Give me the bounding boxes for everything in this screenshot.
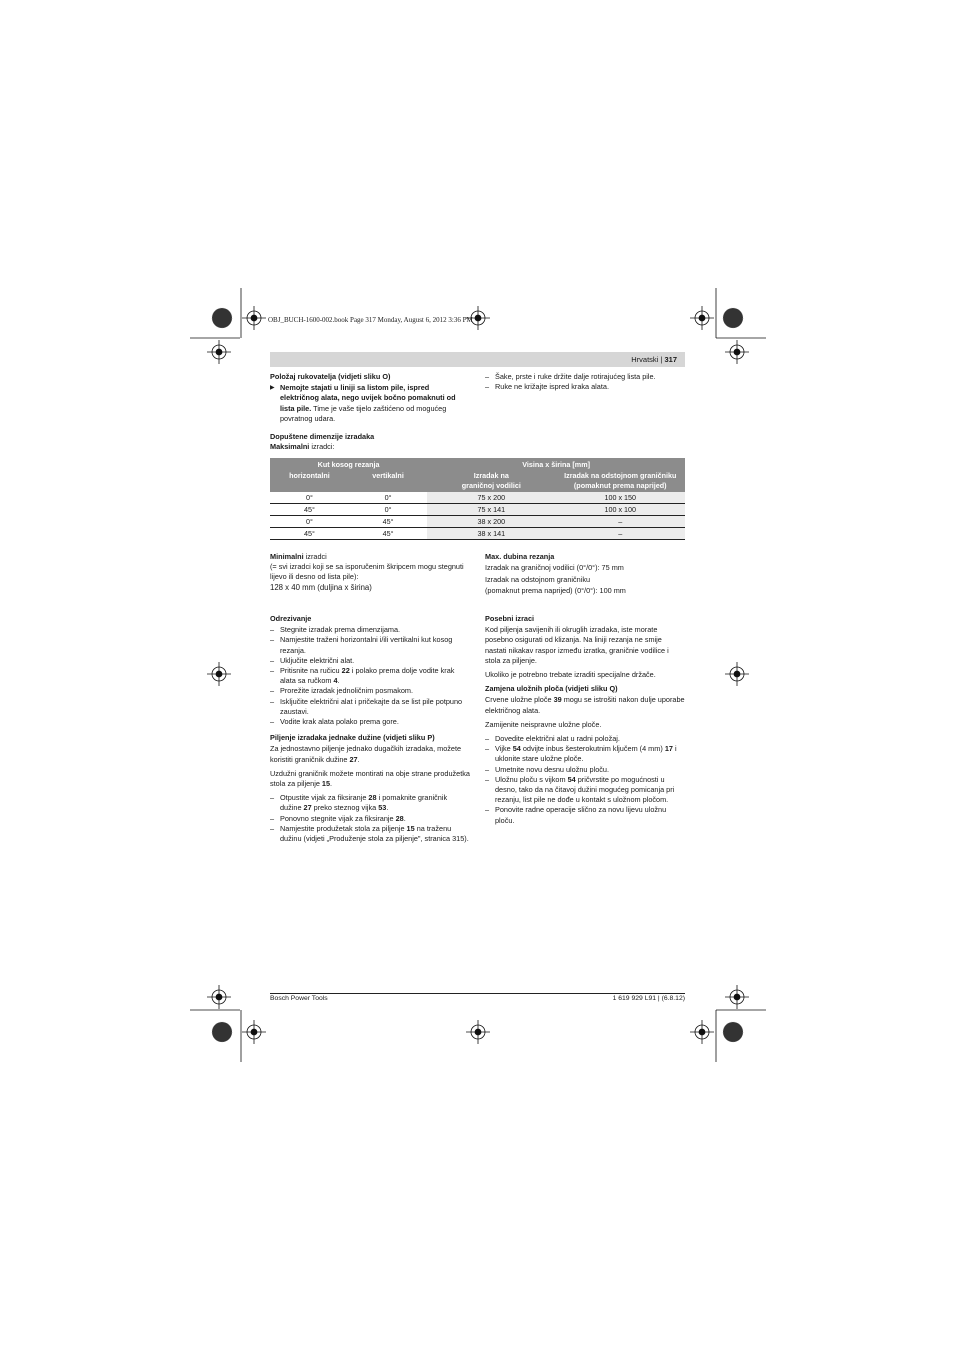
table-header: vertikalni: [349, 470, 427, 492]
special-workpieces-section: Posebni izraci Kod piljenja savijenih ili okruglih izradaka, iste morate posebno osigurati od klizanja. Na liniji rezanja ne smije nastati nikakav raspor između izratka, graničnie vodilice i stola za piljenje. Ukoliko je potrebno trebate izraditi specijalne držače. Zamjena uložnih ploča (vidjeti sliku Q) Crvene uložne ploče 39 mogu se istrošiti nakon dulje uporabe električnog alata. Zamijenite neispravne uložne ploče. – Dovedite električni alat u radni položaj. – Vijke 54 odvijte inbus šesterokutnim ključem (4 mm) 17 i uklonite stare uložne ploče. – Umetnite novu desnu uložnu ploču. – Uložnu ploču s vijkom 54 pričvrstite po mogućnosti u desno, tako da na čitavoj dužini mogućeg pomicanja pri rezanju, list pile ne dođe u kontakt s uložnom pločom. – Ponovite radne operacije slično za novu lijevu uložnu ploču.: [485, 614, 685, 830]
operator-position-section: [270, 372, 470, 424]
warning-item: [270, 383, 470, 424]
list-item: – Šake, prste i ruke držite dalje rotirajućeg lista pile.: [485, 372, 685, 382]
table-header: Izradak na odstojnom graničniku (pomaknut prema naprijed): [555, 470, 685, 492]
list-item: – Uložnu ploču s vijkom 54 pričvrstite po mogućnosti u desno, tako da na čitavoj dužini mogućeg pomicanja pri rezanju, list pile ne dođe u kontakt s uložnom pločom.: [485, 775, 685, 806]
page-header: [270, 352, 685, 367]
section-heading: Položaj rukovatelja (vidjeti sliku O): [270, 372, 391, 381]
hands-warning-list: [485, 372, 685, 396]
list-item: – Stegnite izradak prema dimenzijama.: [270, 625, 470, 635]
footer-doc-number: 1 619 929 L91 | (6.8.12): [612, 995, 685, 1002]
list-item: – Namjestite produžetak stola za piljenje 15 na traženu dužinu (vidjeti „Produženje stola za piljenje", stranica 315).: [270, 824, 470, 844]
header-text: [631, 355, 677, 364]
table-group-header: Visina x širina [mm]: [427, 458, 685, 470]
dimensions-table: [270, 458, 685, 540]
arrow-bullet-icon: ▶: [270, 385, 275, 392]
list-item: – Isključite električni alat i pričekajte da se list pile potpuno zaustavi.: [270, 697, 470, 717]
list-item: – Umetnite novu desnu uložnu ploču.: [485, 765, 685, 775]
list-item: – Prorežite izradak jednoličnim posmakom.: [270, 686, 470, 696]
section-heading: Dopuštene dimenzije izradaka: [270, 432, 375, 441]
page-number: 317: [664, 355, 677, 364]
table-group-header: Kut kosog rezanja: [270, 458, 427, 470]
list-item: – Vijke 54 odvijte inbus šesterokutnim ključem (4 mm) 17 i uklonite stare uložne ploče.: [485, 744, 685, 764]
list-item: – Otpustite vijak za fiksiranje 28 i pomaknite graničnik dužine 27 preko steznog vijka 53.: [270, 793, 470, 813]
list-item: – Dovedite električni alat u radni položaj.: [485, 734, 685, 744]
list-item: – Ruke ne križajte ispred kraka alata.: [485, 382, 685, 392]
table-header: horizontalni: [270, 470, 349, 492]
table-row: 45° 45° 38 x 141 –: [270, 528, 685, 540]
file-meta-line: OBJ_BUCH-1600-002.book Page 317 Monday, August 6, 2012 3:36 PM: [268, 316, 473, 324]
list-item: – Vodite krak alata polako prema gore.: [270, 717, 470, 727]
list-item: – Ponovite radne operacije slično za novu lijevu uložnu ploču.: [485, 805, 685, 825]
max-cut-depth: Max. dubina rezanja Izradak na graničnoj vodilici (0°/0°): 75 mm Izradak na odstojnom graničniku (pomaknut prema naprijed) (0°/0°): 100 mm: [485, 552, 626, 595]
table-row: 45° 0° 75 x 141 100 x 100: [270, 504, 685, 516]
list-item: – Namjestite traženi horizontalni i/ili vertikalni kut kosog rezanja.: [270, 635, 470, 655]
header-separator: |: [660, 355, 663, 364]
warning-text: Time je vaše tijelo zaštićeno od mogućeg povratnog udara.: [280, 403, 447, 423]
minimal-workpieces: Minimalni izradci (= svi izradci koji se sa isporučenim škripcem mogu stegnuti lijevo ili desno od lista pile): 128 x 40 mm (duljina x širina): [270, 552, 464, 592]
footer-rule: [270, 993, 685, 994]
list-item: – Ponovno stegnite vijak za fiksiranje 28.: [270, 814, 470, 824]
cutting-section: Odrezivanje – Stegnite izradak prema dimenzijama. – Namjestite traženi horizontalni i/ili vertikalni kut kosog rezanja. – Uključite električni alat. – Pritisnite na ručicu 22 i polako prema dolje vodite krak alata sa ručkom 4. – Prorežite izradak jednoličnim posmakom. – Isključite električni alat i pričekajte da se list pile potpuno zaustavi. – Vodite krak alata polako prema gore. Piljenje izradaka jednake dužine (vidjeti sliku P) Za jednostavno piljenje jednako dugačkih izradaka, možete koristiti graničnik dužine 27. Uzdužni graničnik možete montirati na obje strane produžetka stola za piljenje 15. – Otpustite vijak za fiksiranje 28 i pomaknite graničnik dužine 27 preko steznog vijka 53. – Ponovno stegnite vijak za fiksiranje 28. – Namjestite produžetak stola za piljenje 15 na traženu dužinu (vidjeti „Produženje stola za piljenje", stranica 315).: [270, 614, 470, 848]
dimensions-heading-block: [270, 432, 685, 456]
list-item: – Uključite električni alat.: [270, 656, 470, 666]
max-label: Maksimalni izradci:: [270, 442, 335, 452]
table-row: 0° 0° 75 x 200 100 x 150: [270, 492, 685, 504]
list-item: – Pritisnite na ručicu 22 i polako prema dolje vodite krak alata sa ručkom 4.: [270, 666, 470, 686]
table-row: 0° 45° 38 x 200 –: [270, 516, 685, 528]
header-language: Hrvatski: [631, 355, 659, 364]
footer-brand: Bosch Power Tools: [270, 995, 328, 1002]
table-header: Izradak na graničnoj vodilici: [427, 470, 555, 492]
warning-bold-text: Nemojte stajati u liniji sa listom pile, ispred električnog alata, nego uvijek bočno pomaknuti od lista pile.: [280, 383, 456, 413]
